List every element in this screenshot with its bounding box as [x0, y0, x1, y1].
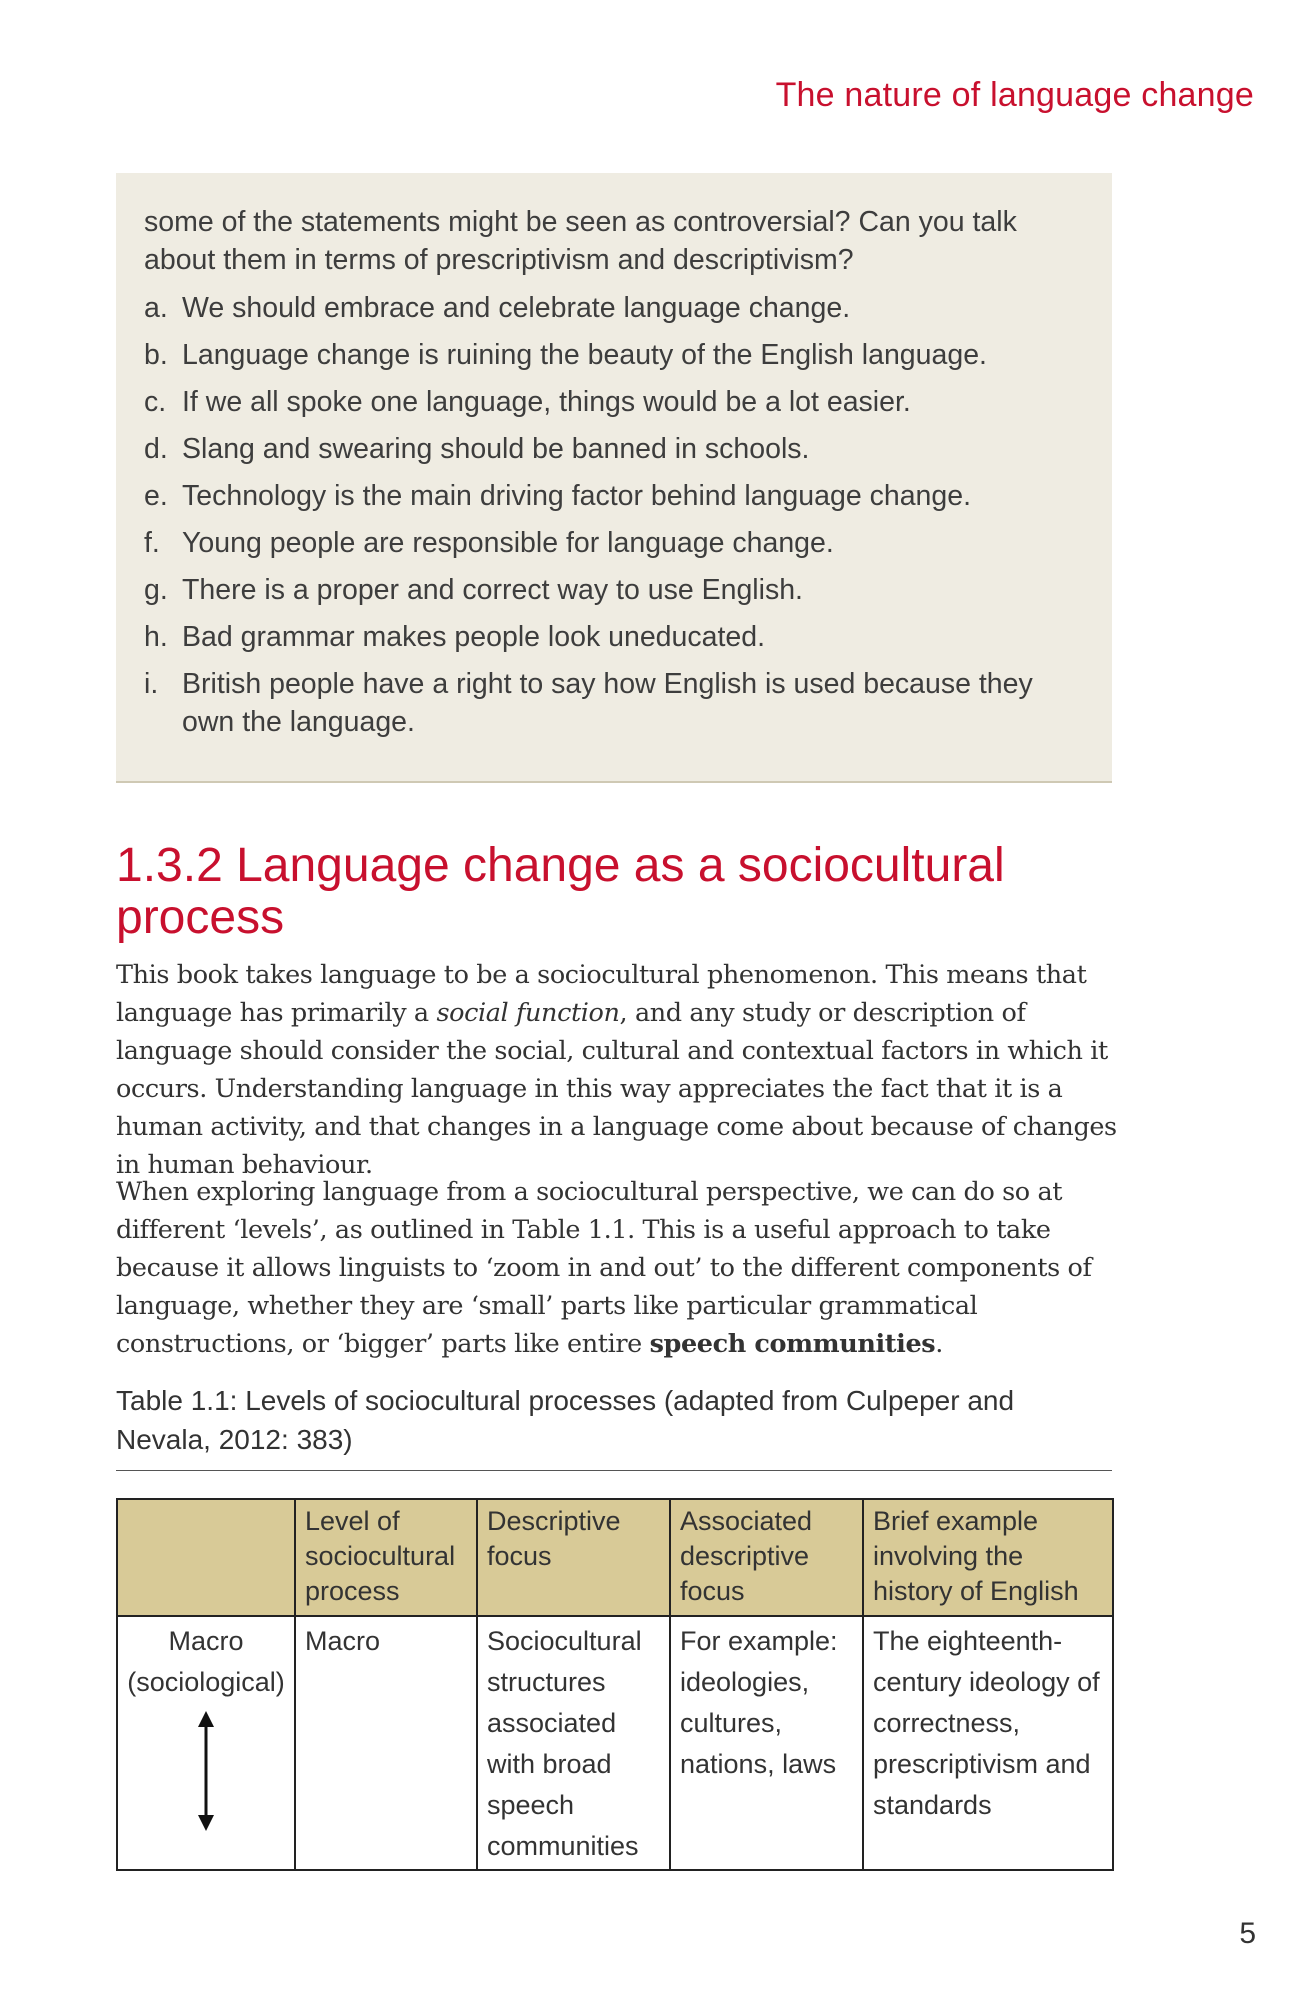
- activity-box: [116, 173, 1112, 783]
- level-label-line2: (sociological): [127, 1667, 285, 1697]
- list-item: [144, 524, 1082, 562]
- text-run: .: [935, 1329, 943, 1359]
- item-letter: e.: [144, 480, 168, 512]
- item-text: Young people are responsible for language change.: [182, 527, 834, 559]
- item-text: We should embrace and celebrate language change.: [182, 292, 851, 324]
- emphasis-term: social function: [436, 998, 620, 1028]
- statement-list: [144, 289, 1082, 741]
- page-number: 5: [1239, 1917, 1256, 1950]
- item-text: Technology is the main driving factor behind language change.: [182, 480, 972, 512]
- item-letter: g.: [144, 574, 168, 606]
- text-run: , and any study or description of language should consider the social, cultural and contextual factors in which it occurs. Understanding language in this way appreciates the fact that it is a human activity, and that changes in a language come about because of changes in human behaviour.: [116, 998, 1117, 1180]
- item-text: Slang and swearing should be banned in schools.: [182, 433, 810, 465]
- list-item: [144, 289, 1082, 327]
- body-paragraph: [116, 1173, 1126, 1363]
- item-letter: i.: [144, 668, 159, 700]
- table-row: [117, 1616, 1113, 1870]
- table-header-row: [117, 1499, 1113, 1616]
- caption-text: Levels of sociocultural processes (adapted from Culpeper and Nevala, 2012: 383): [116, 1385, 1015, 1455]
- item-text: Bad grammar makes people look uneducated.: [182, 621, 766, 653]
- list-item: [144, 477, 1082, 515]
- example-cell: The eighteenth-century ideology of correctness, prescriptivism and standards: [863, 1616, 1113, 1870]
- item-text: British people have a right to say how English is used because they own the language.: [182, 668, 1033, 738]
- caption-label: Table 1.1:: [116, 1385, 238, 1416]
- header-cell: Associated descriptive focus: [670, 1499, 863, 1616]
- item-letter: h.: [144, 621, 168, 653]
- descriptive-focus-cell: Sociocultural structures associated with broad speech communities: [477, 1616, 670, 1870]
- list-item: [144, 618, 1082, 656]
- activity-intro: some of the statements might be seen as controversial? Can you talk about them in terms of prescriptivism and descriptivism?: [144, 206, 1017, 276]
- level-label-line1: Macro: [168, 1626, 244, 1656]
- list-item: [144, 665, 1082, 741]
- level-label-cell: [117, 1616, 295, 1870]
- item-text: There is a proper and correct way to use English.: [182, 574, 803, 606]
- item-letter: d.: [144, 433, 168, 465]
- levels-table: [116, 1498, 1114, 1871]
- caption-divider: [116, 1470, 1112, 1471]
- item-letter: c.: [144, 386, 167, 418]
- item-text: Language change is ruining the beauty of the English language.: [182, 339, 987, 371]
- text-run: When exploring language from a sociocultural perspective, we can do so at different ‘levels’, as outlined in Table 1.1. This is a useful approach to take because it allows linguists to ‘zoom in and out’ to the different components of language, whether they are ‘small’ parts like particular grammatical constructions, or ‘bigger’ parts like entire: [116, 1177, 1092, 1359]
- table-caption: [116, 1381, 1116, 1459]
- list-item: [144, 336, 1082, 374]
- item-letter: b.: [144, 339, 168, 371]
- list-item: [144, 383, 1082, 421]
- list-item: [144, 571, 1082, 609]
- text-run: This book takes language to be a sociocultural phenomenon. This means that language has primarily a: [116, 960, 1087, 1028]
- associated-focus-cell: For example: ideologies, cultures, nations, laws: [670, 1616, 863, 1870]
- key-term: speech communities: [649, 1329, 936, 1359]
- item-letter: a.: [144, 292, 168, 324]
- header-cell: Descriptive focus: [477, 1499, 670, 1616]
- double-arrow-icon: [196, 1711, 216, 1831]
- header-cell: [117, 1499, 295, 1616]
- header-cell: Level of sociocultural process: [295, 1499, 477, 1616]
- list-item: [144, 430, 1082, 468]
- body-paragraph: [116, 956, 1126, 1184]
- level-cell: Macro: [295, 1616, 477, 1870]
- section-heading: 1.3.2 Language change as a sociocultural process: [116, 839, 1005, 944]
- header-cell: Brief example involving the history of English: [863, 1499, 1113, 1616]
- item-text: If we all spoke one language, things would be a lot easier.: [182, 386, 911, 418]
- item-letter: f.: [144, 527, 160, 559]
- running-head: The nature of language change: [775, 76, 1254, 114]
